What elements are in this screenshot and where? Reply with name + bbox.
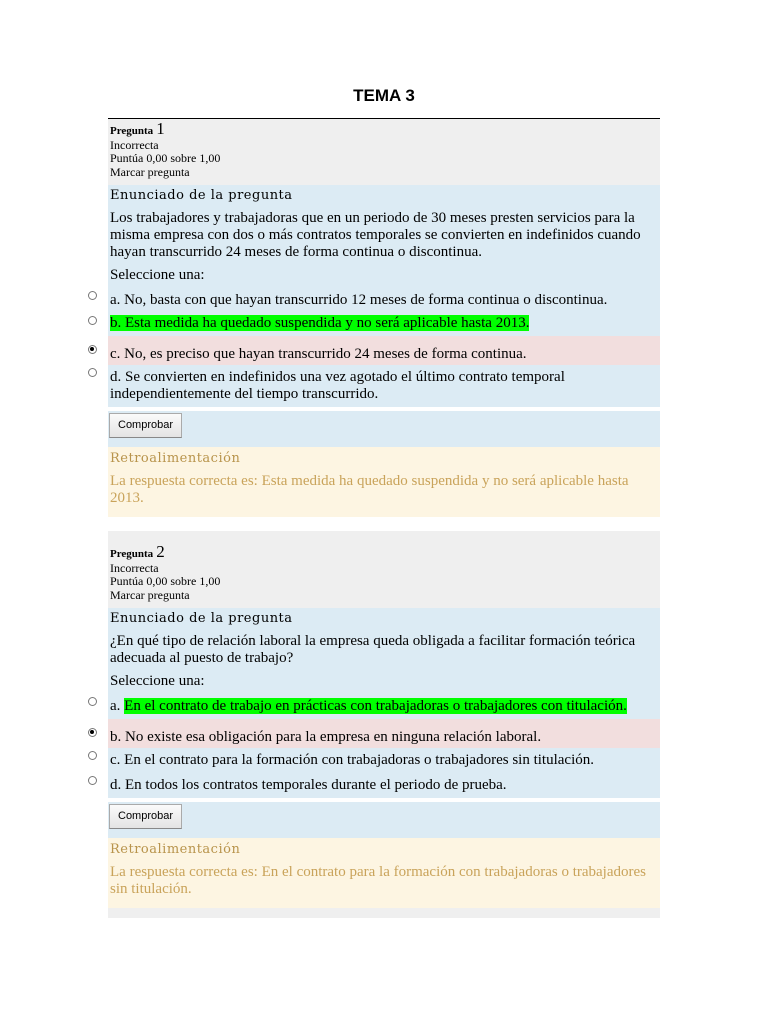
answer-text: No existe esa obligación para la empresa en ninguna relación laboral.: [125, 729, 542, 745]
answer-option-d[interactable]: [108, 365, 660, 407]
flag-question-link[interactable]: Marcar pregunta: [110, 587, 190, 602]
answer-letter: a.: [110, 292, 121, 308]
question-score: Puntúa 0,00 sobre 1,00: [110, 151, 221, 165]
answer-text: Esta medida ha quedado suspendida y no será aplicable hasta 2013.: [125, 315, 530, 331]
question-content: [108, 185, 660, 407]
select-label: Seleccione una:: [110, 673, 205, 689]
button-row: [108, 411, 660, 447]
question-footer: [108, 908, 660, 918]
answer-option-b[interactable]: [108, 313, 660, 336]
answer-text: Se convierten en indefinidos una vez agotado el último contrato temporal independientemente del tiempo transcurrido.: [110, 369, 565, 402]
answer-text: No, es preciso que hayan transcurrido 24 meses de forma continua.: [124, 346, 527, 362]
answer-letter: d.: [110, 777, 122, 793]
feedback-heading: Retroalimentación: [110, 842, 241, 857]
radio-button-selected[interactable]: [84, 342, 106, 362]
feedback-text: La respuesta correcta es: Esta medida ha quedado suspendida y no será aplicable hasta 2013.: [110, 473, 629, 506]
radio-button[interactable]: [84, 694, 106, 714]
question-heading: Enunciado de la pregunta: [110, 188, 293, 203]
radio-button[interactable]: [84, 748, 106, 768]
question-status: Incorrecta: [110, 560, 159, 575]
radio-button[interactable]: [84, 773, 106, 793]
answer-text: En el contrato para la formación con trabajadoras o trabajadores sin titulación.: [124, 752, 594, 768]
question-1: [108, 119, 660, 517]
check-button[interactable]: Comprobar: [109, 804, 182, 829]
radio-button[interactable]: [84, 365, 106, 385]
question-label: Pregunta: [110, 125, 154, 137]
radio-button[interactable]: [84, 313, 106, 333]
answer-text: En todos los contratos temporales durante el periodo de prueba.: [125, 777, 507, 793]
page-title: TEMA 3: [353, 86, 415, 105]
answer-option-c[interactable]: [108, 748, 660, 773]
answer-letter: a.: [110, 698, 121, 714]
feedback-box: [108, 447, 660, 517]
answer-letter: b.: [110, 729, 122, 745]
feedback-box: [108, 838, 660, 908]
check-button[interactable]: Comprobar: [109, 413, 182, 438]
answer-letter: c.: [110, 752, 121, 768]
button-row: [108, 802, 660, 838]
question-info: [108, 119, 660, 185]
radio-button[interactable]: [84, 288, 106, 308]
answer-option-b[interactable]: [108, 719, 660, 748]
answer-letter: b.: [110, 315, 122, 331]
question-2: [108, 531, 660, 918]
select-label: Seleccione una:: [110, 267, 205, 283]
answer-option-c[interactable]: [108, 336, 660, 365]
answer-option-a[interactable]: [108, 694, 660, 719]
correct-answer-highlight: [110, 315, 529, 331]
question-text: ¿En qué tipo de relación laboral la empresa queda obligada a facilitar formación teórica adecuada al puesto de trabajo?: [110, 633, 636, 666]
correct-answer-highlight: [124, 698, 627, 714]
feedback-heading: Retroalimentación: [110, 451, 241, 466]
answer-option-a[interactable]: [108, 288, 660, 313]
question-label: Pregunta: [110, 548, 154, 560]
question-number: 2: [156, 542, 165, 561]
answer-letter: c.: [110, 346, 121, 362]
question-content: [108, 608, 660, 798]
answer-letter: d.: [110, 369, 122, 385]
question-number: 1: [156, 119, 165, 138]
radio-button-selected[interactable]: [84, 725, 106, 745]
question-info: [108, 531, 660, 608]
question-status: Incorrecta: [110, 137, 159, 152]
question-heading: Enunciado de la pregunta: [110, 611, 293, 626]
flag-question-link[interactable]: Marcar pregunta: [110, 164, 190, 179]
question-score: Puntúa 0,00 sobre 1,00: [110, 574, 221, 588]
answer-text: En el contrato de trabajo en prácticas con trabajadoras o trabajadores con titulación.: [124, 698, 627, 714]
answer-option-d[interactable]: [108, 773, 660, 798]
answer-text: No, basta con que hayan transcurrido 12 meses de forma continua o discontinua.: [124, 292, 608, 308]
feedback-text: La respuesta correcta es: En el contrato para la formación con trabajadoras o trabajadores sin titulación.: [110, 864, 646, 897]
question-text: Los trabajadores y trabajadoras que en un periodo de 30 meses presten servicios para la misma empresa con dos o más contratos temporales se convierten en indefinidos cuando hayan transcurrido 24 meses de forma continua o discontinua.: [110, 210, 641, 260]
